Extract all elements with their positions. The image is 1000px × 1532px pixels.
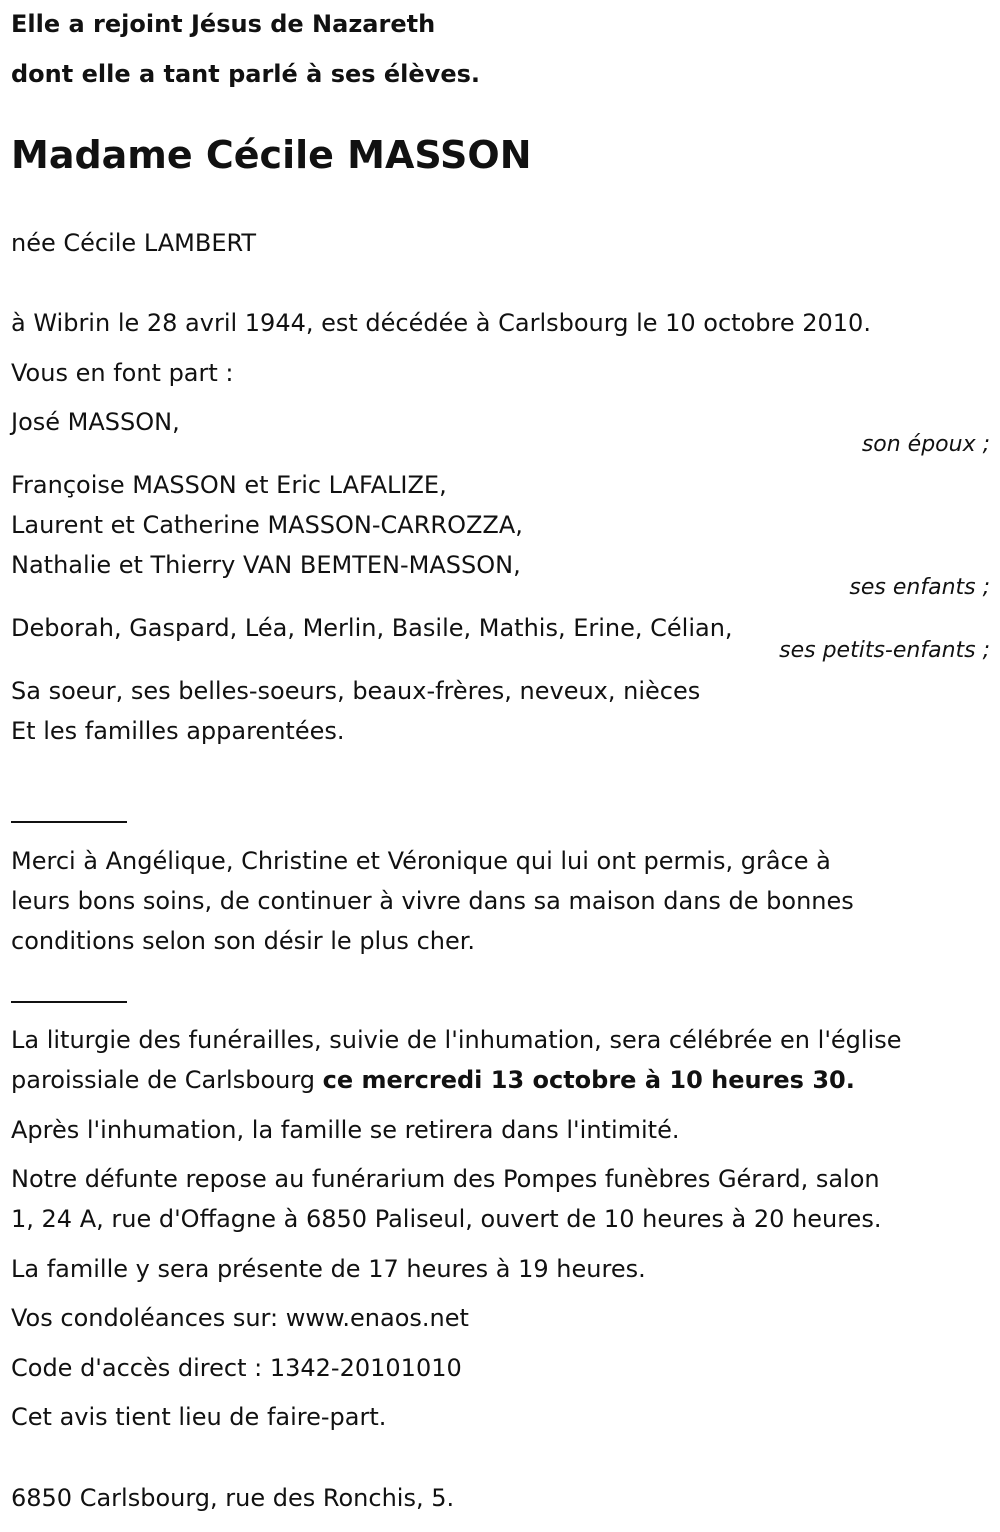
child-line: Laurent et Catherine MASSON-CARROZZA, [11, 511, 523, 539]
funeral-line-1: La liturgie des funérailles, suivie de l'inhumation, sera célébrée en l'église [11, 1026, 902, 1054]
spouse-name: José MASSON, [11, 408, 180, 436]
child-line: Françoise MASSON et Eric LAFALIZE, [11, 471, 447, 499]
funeral-date-time: ce mercredi 13 octobre à 10 heures 30. [322, 1066, 855, 1094]
funeral-line-2 [11, 1068, 855, 1092]
announce-line: Vous en font part : [11, 359, 234, 387]
thanks-line: Merci à Angélique, Christine et Véronique qui lui ont permis, grâce à [11, 847, 831, 875]
family-presence-line: La famille y sera présente de 17 heures à 19 heures. [11, 1255, 646, 1283]
separator [11, 821, 127, 823]
funerarium-line: 1, 24 A, rue d'Offagne à 6850 Paliseul, ouvert de 10 heures à 20 heures. [11, 1205, 882, 1233]
notice-line: Cet avis tient lieu de faire-part. [11, 1403, 387, 1431]
birth-death-line: à Wibrin le 28 avril 1944, est décédée à Carlsbourg le 10 octobre 2010. [11, 309, 871, 337]
thanks-line: conditions selon son désir le plus cher. [11, 927, 476, 955]
deceased-name: Madame Cécile MASSON [11, 133, 532, 177]
grandchildren-role: ses petits-enfants ; [779, 638, 990, 663]
funeral-line-2-prefix: paroissiale de Carlsbourg [11, 1066, 323, 1094]
grandchildren-line: Deborah, Gaspard, Léa, Merlin, Basile, Mathis, Erine, Célian, [11, 614, 733, 642]
condolences-line: Vos condoléances sur: www.enaos.net [11, 1304, 469, 1332]
relatives-line: Sa soeur, ses belles-soeurs, beaux-frères, neveux, nièces [11, 677, 701, 705]
spouse-role: son époux ; [861, 432, 990, 457]
thanks-line: leurs bons soins, de continuer à vivre dans sa maison dans de bonnes [11, 887, 854, 915]
after-burial-line: Après l'inhumation, la famille se retirera dans l'intimité. [11, 1116, 680, 1144]
address-line: 6850 Carlsbourg, rue des Ronchis, 5. [11, 1484, 455, 1512]
maiden-name: née Cécile LAMBERT [11, 229, 257, 257]
child-line: Nathalie et Thierry VAN BEMTEN-MASSON, [11, 551, 521, 579]
header-line-1: Elle a rejoint Jésus de Nazareth [11, 10, 436, 38]
header-line-2: dont elle a tant parlé à ses élèves. [11, 60, 481, 88]
children-role: ses enfants ; [849, 575, 990, 600]
access-code-line: Code d'accès direct : 1342-20101010 [11, 1354, 462, 1382]
separator [11, 1001, 127, 1003]
funerarium-line: Notre défunte repose au funérarium des Pompes funèbres Gérard, salon [11, 1165, 880, 1193]
relatives-line: Et les familles apparentées. [11, 717, 345, 745]
